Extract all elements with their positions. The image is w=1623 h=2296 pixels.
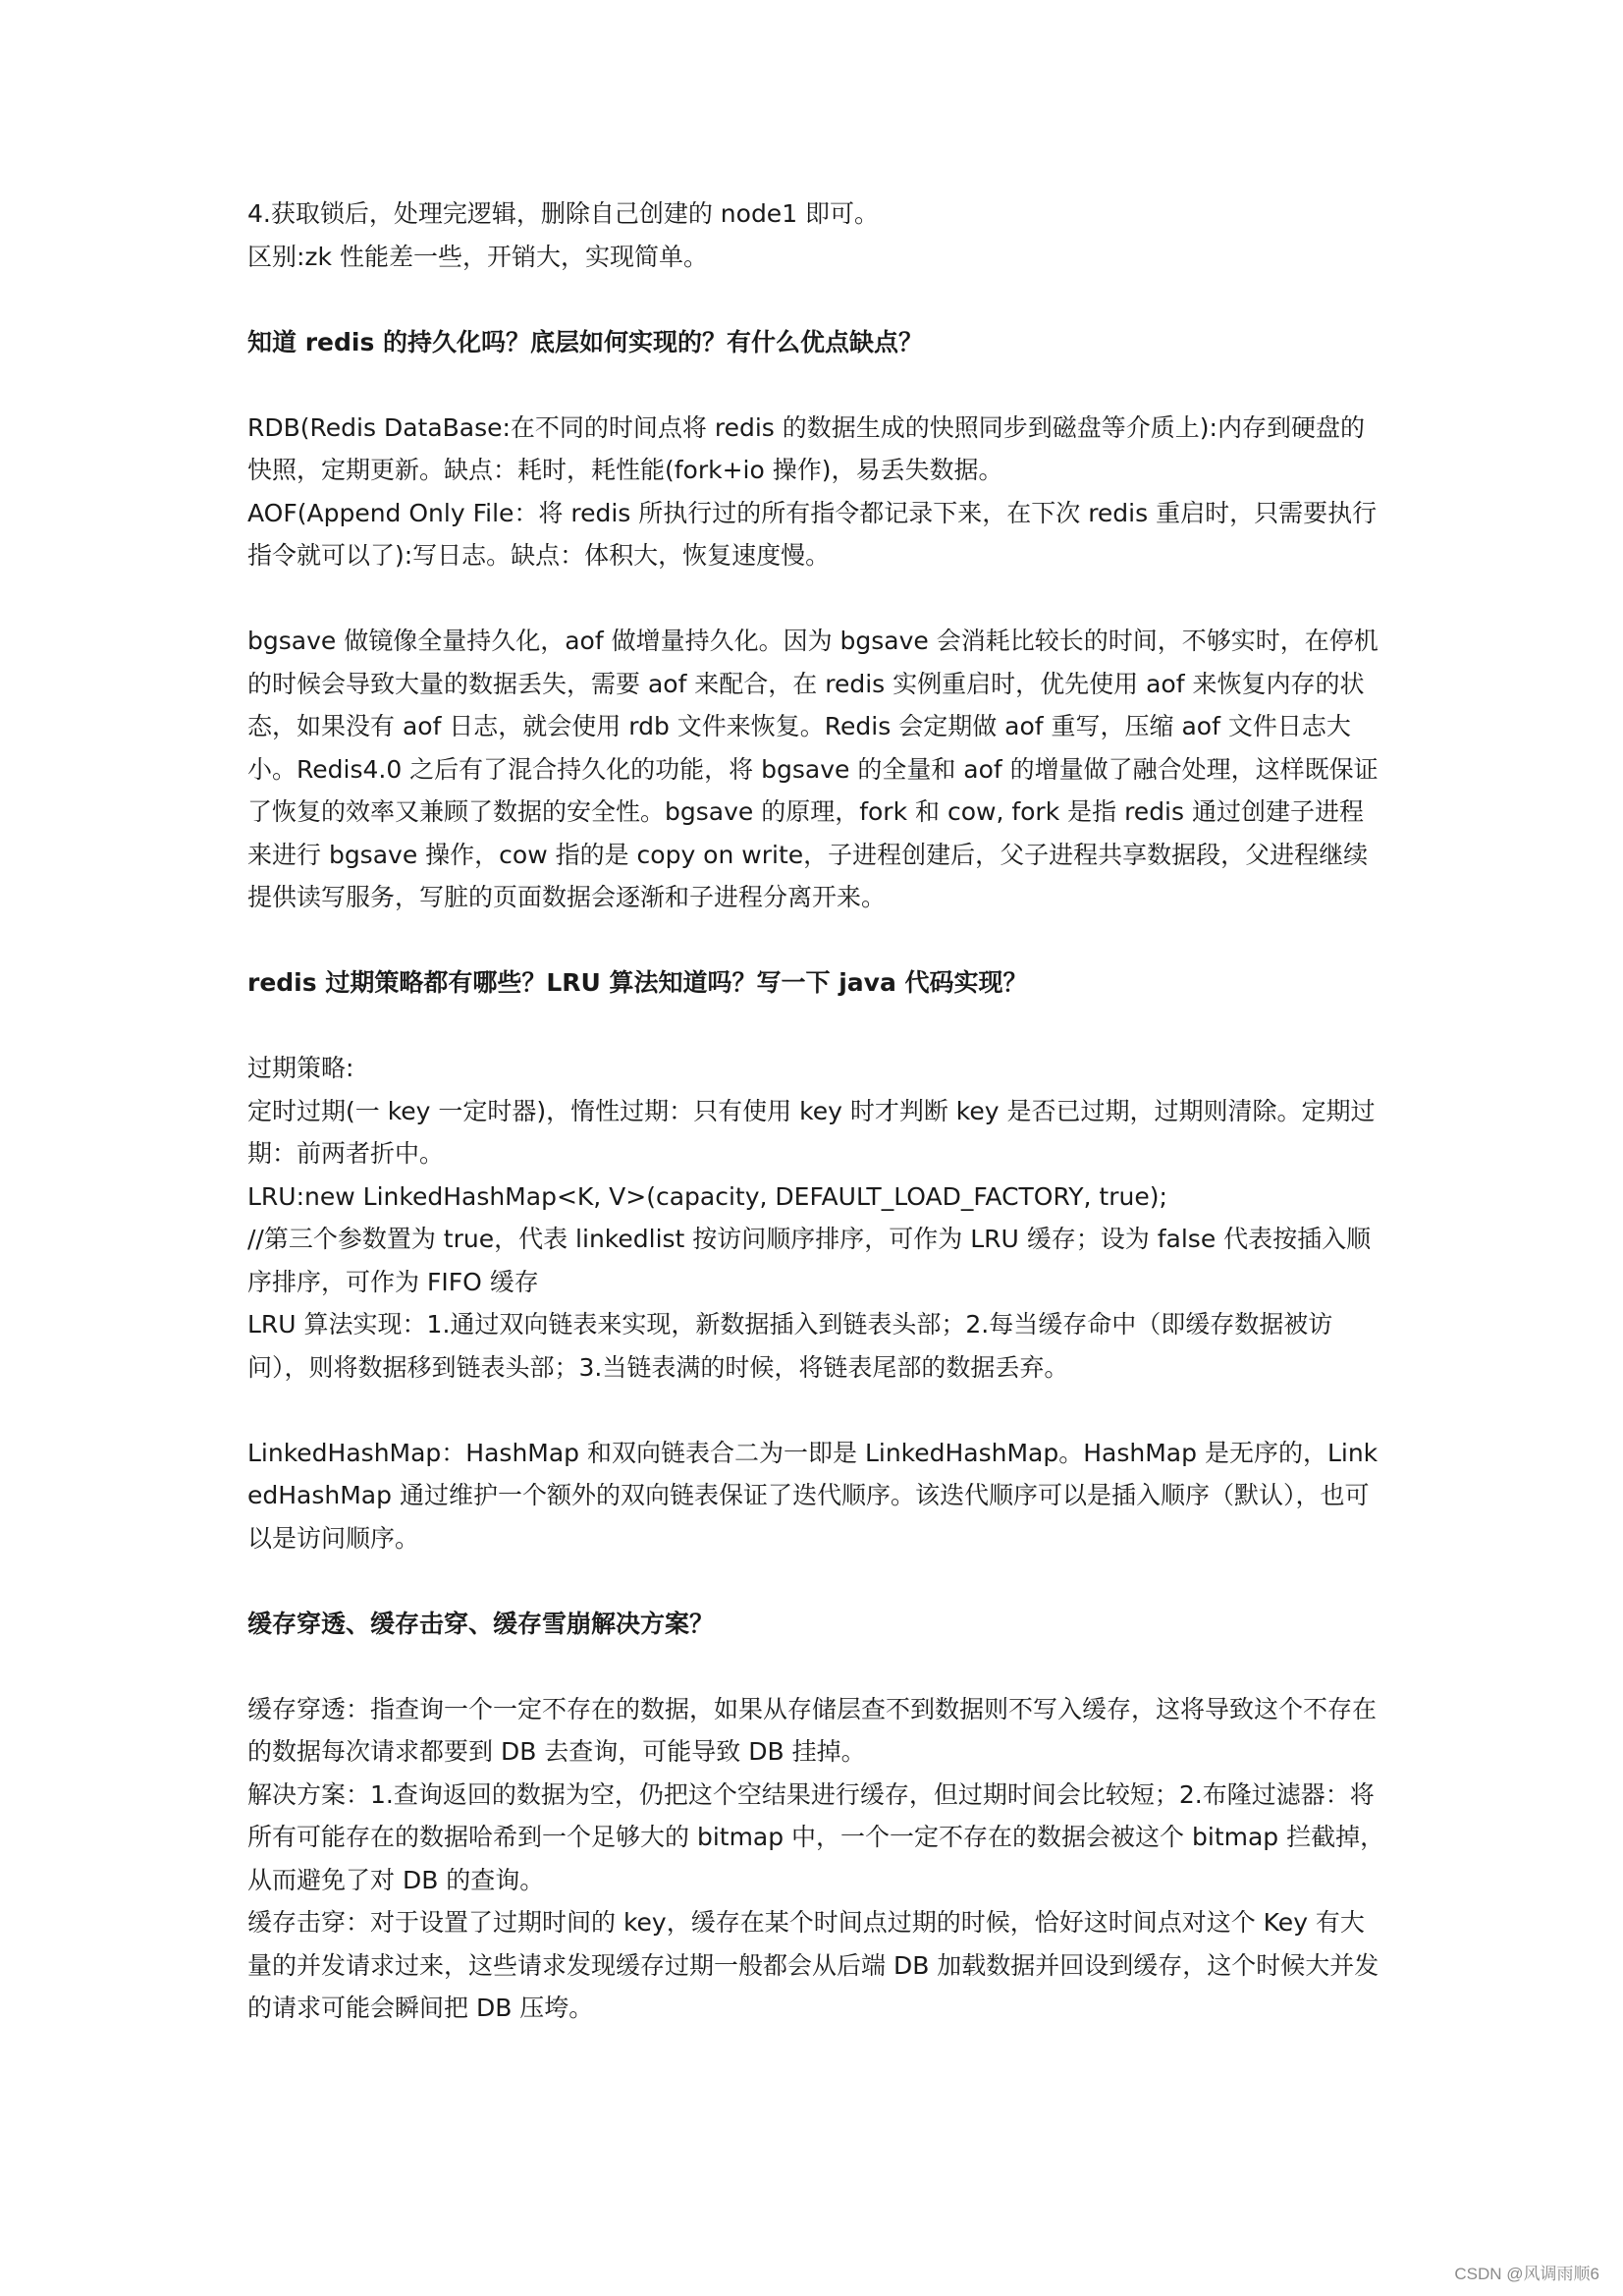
paragraph-spacer	[247, 919, 1386, 962]
paragraph: //第三个参数置为 true，代表 linkedlist 按访问顺序排序，可作为 LRU 缓存；设为 false 代表按插入顺序排序，可作为 FIFO 缓存	[247, 1225, 1372, 1296]
paragraph: RDB(Redis DataBase:在不同的时间点将 redis 的数据生成的快照同步到磁盘等介质上):内存到硬盘的快照，定期更新。缺点：耗时，耗性能(fork+io 操作)，易丢失数据。	[247, 412, 1365, 484]
paragraph: 缓存穿透：指查询一个一定不存在的数据，如果从存储层查不到数据则不写入缓存，这将导致这个不存在的数据每次请求都要到 DB 去查询，可能导致 DB 挂掉。	[247, 1694, 1378, 1766]
paragraph: 区别:zk 性能差一些，开销大，实现简单。	[247, 242, 708, 271]
paragraph-spacer	[247, 1645, 1386, 1688]
paragraph: 定时过期(一 key 一定时器)，惰性过期：只有使用 key 时才判断 key 是否已过期，过期则清除。定期过期：前两者折中。	[247, 1096, 1376, 1168]
paragraph-spacer	[247, 278, 1386, 321]
paragraph: 解决方案：1.查询返回的数据为空，仍把这个空结果进行缓存，但过期时间会比较短；2.布隆过滤器：将所有可能存在的数据哈希到一个足够大的 bitmap 中，一个一定不存在的数据会被这个 bitmap 拦截掉，从而避免了对 DB 的查询。	[247, 1779, 1385, 1894]
paragraph-spacer	[247, 1005, 1386, 1048]
paragraph: 4.获取锁后，处理完逻辑，删除自己创建的 node1 即可。	[247, 199, 880, 228]
paragraph: LinkedHashMap：HashMap 和双向链表合二为一即是 LinkedHashMap。HashMap 是无序的，LinkedHashMap 通过维护一个额外的双向链表保证了迭代顺序。该迭代顺序可以是插入顺序（默认），也可以是访问顺序。	[247, 1438, 1379, 1553]
section-heading: redis 过期策略都有哪些？LRU 算法知道吗？写一下 java 代码实现？	[247, 968, 1028, 997]
section-heading: 缓存穿透、缓存击穿、缓存雪崩解决方案？	[247, 1609, 715, 1638]
paragraph-spacer	[247, 363, 1386, 407]
paragraph: LRU 算法实现：1.通过双向链表来实现，新数据插入到链表头部；2.每当缓存命中（即缓存数据被访问），则将数据移到链表头部；3.当链表满的时候，将链表尾部的数据丢弃。	[247, 1310, 1333, 1382]
paragraph: 缓存击穿：对于设置了过期时间的 key，缓存在某个时间点过期的时候，恰好这时间点对这个 Key 有大量的并发请求过来，这些请求发现缓存过期一般都会从后端 DB 加载数据并回设到缓存，这个时候大并发的请求可能会瞬间把 DB 压垮。	[247, 1908, 1380, 2022]
paragraph-spacer	[247, 1389, 1386, 1432]
paragraph: 过期策略:	[247, 1054, 354, 1082]
csdn-watermark: CSDN @风调雨顺6	[1454, 2265, 1599, 2283]
paragraph: LRU:new LinkedHashMap<K, V>(capacity, DEFAULT_LOAD_FACTORY, true);	[247, 1181, 1167, 1211]
document-page	[247, 192, 1386, 2030]
paragraph-spacer	[247, 577, 1386, 621]
paragraph: AOF(Append Only File：将 redis 所执行过的所有指令都记录下来，在下次 redis 重启时，只需要执行指令就可以了):写日志。缺点：体积大，恢复速度慢。	[247, 498, 1378, 570]
paragraph: bgsave 做镜像全量持久化，aof 做增量持久化。因为 bgsave 会消耗比较长的时间，不够实时，在停机的时候会导致大量的数据丢失，需要 aof 来配合，在 redis 实例重启时，优先使用 aof 来恢复内存的状态，如果没有 aof 日志，就会使用 rdb 文件来恢复。Redis 会定期做 aof 重写，压缩 aof 文件日志大小。Redis4.0 之后有了混合持久化的功能，将 bgsave 的全量和 aof 的增量做了融合处理，这样既保证了恢复的效率又兼顾了数据的安全性。bgsave 的原理，fork 和 cow, fork 是指 redis 通过创建子进程来进行 bgsave 操作，cow 指的是 copy on write，子进程创建后，父子进程共享数据段，父进程继续提供读写服务，写脏的页面数据会逐渐和子进程分离开来。	[247, 627, 1379, 911]
paragraph-spacer	[247, 1559, 1386, 1603]
section-heading: 知道 redis 的持久化吗？底层如何实现的？有什么优点缺点？	[247, 327, 924, 356]
